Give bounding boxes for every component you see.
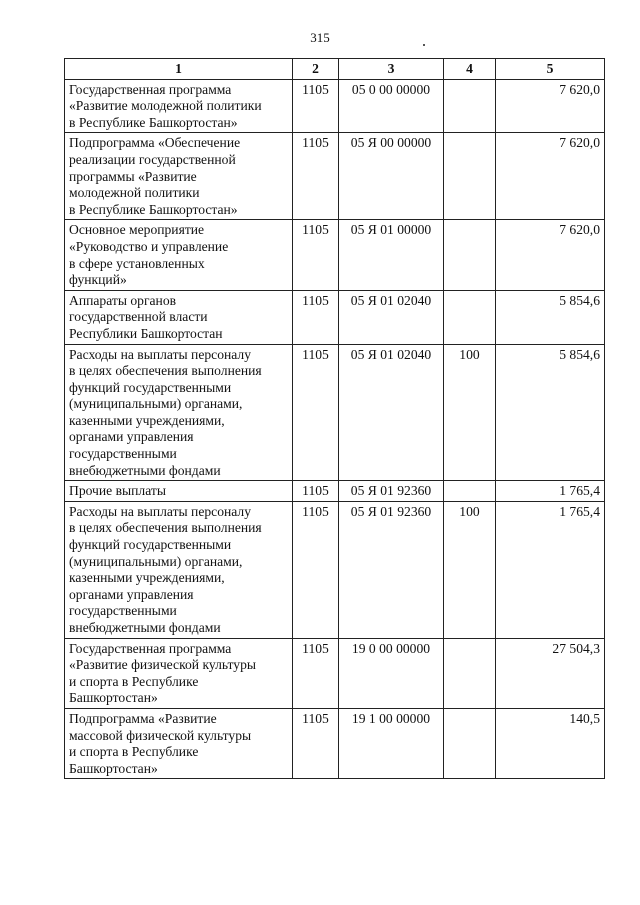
item-name-line: внебюджетными фондами xyxy=(69,462,221,478)
item-name-cell xyxy=(65,220,293,290)
item-name-line: в целях обеспечения выполнения xyxy=(69,520,262,536)
section-cell: 1105 xyxy=(293,481,339,502)
expense-type-cell xyxy=(444,79,496,133)
table-row xyxy=(65,79,605,133)
item-name-cell xyxy=(65,501,293,638)
expense-type-cell xyxy=(444,638,496,708)
amount-cell: 7 620,0 xyxy=(496,220,605,290)
item-name-line: «Развитие молодежной политики xyxy=(69,98,262,114)
amount-cell: 1 765,4 xyxy=(496,501,605,638)
item-name-line: Башкортостан» xyxy=(69,760,158,776)
section-cell: 1105 xyxy=(293,708,339,778)
item-name-line: Расходы на выплаты персоналу xyxy=(69,503,251,519)
item-name-line: (муниципальными) органами, xyxy=(69,553,243,569)
page-number: 315 xyxy=(310,30,330,45)
expense-type-cell xyxy=(444,481,496,502)
table-row xyxy=(65,638,605,708)
target-code-cell: 19 1 00 00000 xyxy=(339,708,444,778)
header-col-5: 5 xyxy=(496,59,605,80)
item-name-line: государственными xyxy=(69,603,177,619)
item-name-cell xyxy=(65,133,293,220)
item-name-line: реализации государственной xyxy=(69,151,236,167)
item-name-line: и спорта в Республике xyxy=(69,673,199,689)
item-name-line: Государственная программа xyxy=(69,640,232,656)
item-name-line: в Республике Башкортостан» xyxy=(69,201,238,217)
table-header xyxy=(65,59,605,80)
header-col-1: 1 xyxy=(65,59,293,80)
item-name-cell xyxy=(65,638,293,708)
item-name-line: Подпрограмма «Обеспечение xyxy=(69,135,241,151)
expense-type-cell: 100 xyxy=(444,344,496,481)
item-name-line: молодежной политики xyxy=(69,185,200,201)
item-name-line: в Республике Башкортостан» xyxy=(69,114,238,130)
item-name-line: Государственная программа xyxy=(69,81,232,97)
section-cell: 1105 xyxy=(293,133,339,220)
table-row xyxy=(65,220,605,290)
item-name-line: «Руководство и управление xyxy=(69,238,229,254)
item-name-line: программы «Развитие xyxy=(69,168,197,184)
item-name-line: Республики Башкортостан xyxy=(69,325,223,341)
item-name-line: государственными xyxy=(69,446,177,462)
target-code-cell: 05 Я 01 92360 xyxy=(339,501,444,638)
target-code-cell: 05 Я 01 00000 xyxy=(339,220,444,290)
item-name-line: Расходы на выплаты персоналу xyxy=(69,346,251,362)
section-cell: 1105 xyxy=(293,501,339,638)
item-name-line: Башкортостан» xyxy=(69,690,158,706)
item-name-line: в целях обеспечения выполнения xyxy=(69,363,262,379)
section-cell: 1105 xyxy=(293,638,339,708)
item-name-line: казенными учреждениями, xyxy=(69,412,225,428)
section-cell: 1105 xyxy=(293,290,339,344)
target-code-cell: 05 Я 00 00000 xyxy=(339,133,444,220)
header-col-2: 2 xyxy=(293,59,339,80)
item-name-cell xyxy=(65,290,293,344)
amount-cell: 5 854,6 xyxy=(496,290,605,344)
scan-speck xyxy=(423,44,425,46)
table-row xyxy=(65,133,605,220)
expense-type-cell xyxy=(444,290,496,344)
item-name-line: Основное мероприятие xyxy=(69,222,205,238)
table-row xyxy=(65,344,605,481)
table-body xyxy=(65,79,605,779)
expense-type-cell xyxy=(444,220,496,290)
amount-cell: 1 765,4 xyxy=(496,481,605,502)
section-cell: 1105 xyxy=(293,220,339,290)
expense-type-cell xyxy=(444,133,496,220)
item-name-cell xyxy=(65,344,293,481)
amount-cell: 7 620,0 xyxy=(496,79,605,133)
item-name-line: «Развитие физической культуры xyxy=(69,657,257,673)
table-row xyxy=(65,290,605,344)
table-row xyxy=(65,481,605,502)
target-code-cell: 05 Я 01 02040 xyxy=(339,290,444,344)
item-name-line: (муниципальными) органами, xyxy=(69,396,243,412)
item-name-line: Подпрограмма «Развитие xyxy=(69,710,217,726)
item-name-cell xyxy=(65,481,293,502)
amount-cell: 7 620,0 xyxy=(496,133,605,220)
amount-cell: 5 854,6 xyxy=(496,344,605,481)
expense-type-cell xyxy=(444,708,496,778)
amount-cell: 140,5 xyxy=(496,708,605,778)
item-name-line: Прочие выплаты xyxy=(69,483,166,499)
section-cell: 1105 xyxy=(293,344,339,481)
item-name-cell xyxy=(65,79,293,133)
item-name-line: Аппараты органов xyxy=(69,292,177,308)
target-code-cell: 05 Я 01 92360 xyxy=(339,481,444,502)
table-row xyxy=(65,501,605,638)
target-code-cell: 05 Я 01 02040 xyxy=(339,344,444,481)
item-name-line: органами управления xyxy=(69,586,194,602)
item-name-line: казенными учреждениями, xyxy=(69,570,225,586)
header-col-4: 4 xyxy=(444,59,496,80)
amount-cell: 27 504,3 xyxy=(496,638,605,708)
table-row xyxy=(65,708,605,778)
expense-type-cell: 100 xyxy=(444,501,496,638)
target-code-cell: 05 0 00 00000 xyxy=(339,79,444,133)
header-col-3: 3 xyxy=(339,59,444,80)
item-name-line: и спорта в Республике xyxy=(69,744,199,760)
section-cell: 1105 xyxy=(293,79,339,133)
item-name-line: органами управления xyxy=(69,429,194,445)
item-name-cell xyxy=(65,708,293,778)
item-name-line: функций» xyxy=(69,272,127,288)
item-name-line: в сфере установленных xyxy=(69,255,205,271)
item-name-line: государственной власти xyxy=(69,309,208,325)
item-name-line: внебюджетными фондами xyxy=(69,620,221,635)
item-name-line: функций государственными xyxy=(69,537,232,553)
item-name-line: массовой физической культуры xyxy=(69,727,252,743)
target-code-cell: 19 0 00 00000 xyxy=(339,638,444,708)
item-name-line: функций государственными xyxy=(69,379,232,395)
header-row xyxy=(65,59,605,80)
budget-table xyxy=(64,58,605,779)
